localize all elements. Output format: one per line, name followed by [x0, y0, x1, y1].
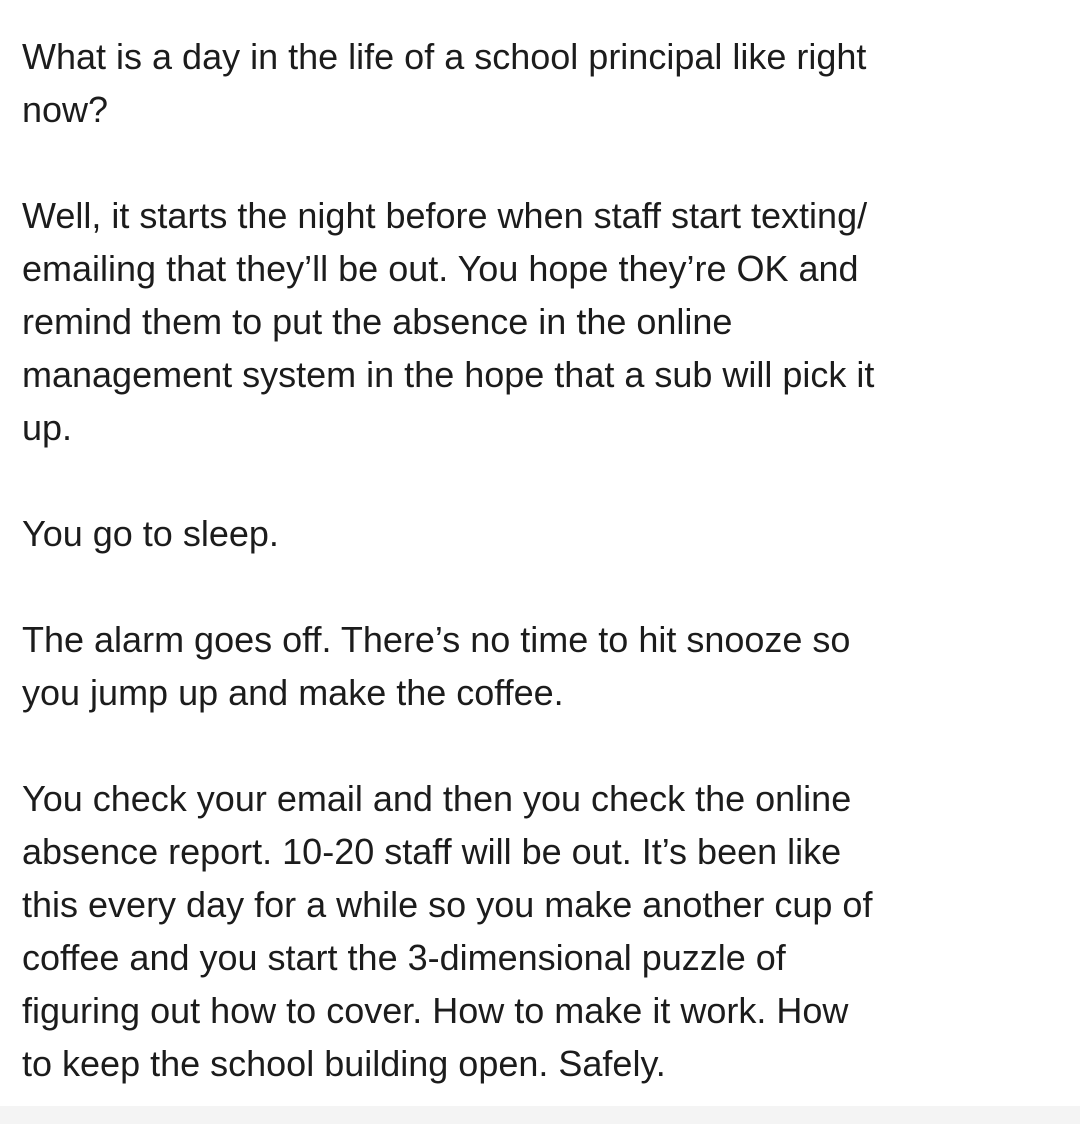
paragraph-gap — [22, 136, 1062, 189]
paragraph-gap — [22, 560, 1062, 613]
paragraph-1-line-1: What is a day in the life of a school principal like right — [22, 36, 867, 77]
paragraph-2-line-1: Well, it starts the night before when staff start texting/ — [22, 195, 868, 236]
paragraph-4-line-2: you jump up and make the coffee. — [22, 672, 564, 713]
paragraph-2-line-5: up. — [22, 407, 73, 448]
paragraph-gap — [22, 719, 1062, 772]
paragraph-5-line-4: coffee and you start the 3-dimensional puzzle of — [22, 937, 786, 978]
paragraph-2-line-2: emailing that they’ll be out. You hope they’re OK and — [22, 248, 859, 289]
bottom-strip — [0, 1106, 1080, 1124]
paragraph-4-line-1: The alarm goes off. There’s no time to hit snooze so — [22, 619, 851, 660]
paragraph-1 — [22, 30, 1062, 136]
paragraph-5-line-2: absence report. 10-20 staff will be out. It’s been like — [22, 831, 842, 872]
paragraph-5-line-6: to keep the school building open. Safely. — [22, 1043, 666, 1084]
paragraph-2-line-4: management system in the hope that a sub will pick it — [22, 354, 875, 395]
paragraph-2-line-3: remind them to put the absence in the online — [22, 301, 733, 342]
post-text — [22, 30, 1062, 1090]
paragraph-gap — [22, 454, 1062, 507]
paragraph-2 — [22, 189, 1062, 454]
paragraph-5-line-1: You check your email and then you check the online — [22, 778, 852, 819]
paragraph-5-line-5: figuring out how to cover. How to make it work. How — [22, 990, 849, 1031]
paragraph-1-line-2: now? — [22, 89, 109, 130]
paragraph-4 — [22, 613, 1062, 719]
paragraph-5 — [22, 772, 1062, 1090]
paragraph-3-line-1: You go to sleep. — [22, 513, 279, 554]
paragraph-5-line-3: this every day for a while so you make another cup of — [22, 884, 873, 925]
paragraph-3 — [22, 507, 1062, 560]
